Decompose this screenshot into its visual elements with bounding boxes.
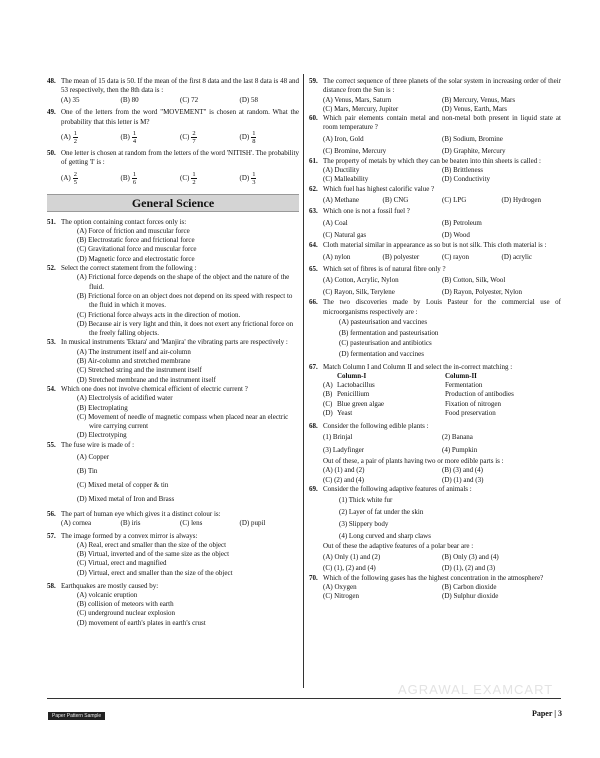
options-57 [47,541,299,578]
option-d[interactable]: (D) (1) and (3) [442,475,484,484]
option-d[interactable]: (D) Virtual, erect and smaller than the size of the object [77,568,233,577]
row-col1: Lactobacillus [337,381,375,390]
list-item: (1) Brinjal [323,433,353,442]
option-c[interactable]: (C) Mars, Mercury, Jupiter [323,104,399,113]
question-number: 54. [47,384,56,393]
option-d[interactable]: (D) Mixed metal of Iron and Brass [77,495,175,503]
option-c[interactable]: (C) $\frac{2}{7}$ [180,129,196,145]
options-55 [47,450,299,506]
option-d[interactable]: (D) Sulphur dioxide [442,592,499,601]
options-70 [309,583,561,602]
section-heading: General Science [47,194,299,212]
option-c[interactable]: (C) Movement of needle of magnetic compass when placed near an electric wire carrying current [77,412,289,431]
question-number: 58. [47,581,56,590]
options-64 [309,253,561,262]
option-a[interactable]: (A) cornea [61,518,92,527]
row-label[interactable]: (A) [323,381,333,390]
list-item: (3) Slippery body [339,520,389,529]
option-d[interactable]: (D) Wood [442,230,470,239]
question-number: 57. [47,531,56,540]
question-text: The two discoveries made by Louis Pasteur for the commercial use of microorganisms respectively are : [323,298,561,316]
option-c[interactable]: (C) $\frac{1}{2}$ [180,170,196,186]
option-b[interactable]: (B) Electrostatic force and frictional force [77,236,195,245]
option-c[interactable]: (C) lens [180,518,203,527]
row-col2: Production of antibodies [445,390,514,399]
option-b[interactable]: (B) CNG [382,195,409,204]
option-b[interactable]: (B) Electroplating [77,403,128,412]
row-col1: Yeast [337,409,353,418]
option-c[interactable]: (C) (1), (2) and (4) [323,563,376,572]
options-69 [309,552,561,574]
options-52 [47,273,299,338]
question-text: The correct sequence of three planets of the solar system in increasing order of their distance from the Sun is : [323,77,561,95]
question-66 [309,298,561,317]
question-70 [309,574,561,583]
question-text: The part of human eye which gives it a distinct colour is: [61,509,221,518]
option-c[interactable]: (C) underground nuclear explosion [77,609,176,618]
row-col1: Penicillium [337,390,370,399]
options-65 [309,274,561,298]
option-a[interactable]: (A) nylon [323,252,351,261]
options-56 [47,519,299,528]
option-a[interactable]: (A) Frictional force depends on the shape of the object and the nature of the fluid. [77,273,290,291]
question-number: 50. [47,148,56,157]
option-b[interactable]: (B) Tin [77,467,98,475]
option-c[interactable]: (C) Natural gas [323,230,367,239]
option-c[interactable]: (C) Mixed metal of copper & tin [77,481,169,489]
options-61 [309,166,561,185]
column-1-header: Column-I [337,371,367,380]
question-number: 49. [47,108,56,117]
page-number: Paper | 3 [531,709,562,718]
row-col2: Fermentation [445,381,483,390]
option-d[interactable]: (D) 58 [239,95,258,104]
option-a[interactable]: (A) Only (1) and (2) [323,552,381,561]
option-b[interactable]: (B) Petroleum [442,218,482,227]
option-d[interactable]: (D) Magnetic force and electrostatic force [77,254,195,263]
question-text: Which set of fibres is of natural fibre only ? [323,265,446,274]
question-number: 62. [309,184,318,193]
question-number: 51. [47,217,56,226]
option-c[interactable]: (C) Virtual, erect and magnified [77,559,167,568]
question-text: Earthquakes are mostly caused by: [61,581,159,590]
option-c[interactable]: (C) 72 [180,95,199,104]
question-number: 68. [309,421,318,430]
option-a[interactable]: (A) Force of friction and muscular force [77,226,190,235]
question-text: Select the correct statement from the following : [61,264,197,273]
options-49 [47,130,299,145]
question-text: One letter is chosen at random from the letters of the word 'NITISH'. The probability of getting 'I' is : [61,148,299,167]
row-label[interactable]: (C) [323,399,333,408]
option-a[interactable]: (A) Oxygen [323,582,357,591]
options-58 [47,591,299,628]
option-d[interactable]: (D) Conductivity [442,175,491,184]
list-item: (3) Ladyfinger [323,446,365,455]
option-d[interactable]: (D) movement of earth's plates in earth's crust [77,618,206,627]
option-a[interactable]: (A) $\frac{1}{2}$ [61,129,77,145]
option-a[interactable]: (A) Copper [77,453,110,461]
question-number: 59. [309,77,318,85]
list-item: (1) Thick white fur [339,496,393,505]
question-number: 66. [309,298,318,307]
option-b[interactable]: (B) polyester [382,252,420,261]
option-a[interactable]: (A) Venus, Mars, Saturn [323,95,392,104]
option-a[interactable]: (A) pasteurisation and vaccines [339,318,428,327]
option-a[interactable]: (A) Ductility [323,166,360,175]
question-number: 48. [47,77,56,85]
option-c[interactable]: (C) LPG [442,195,467,204]
options-66 [309,317,561,359]
question-text: Which one is not a fossil fuel ? [323,207,410,216]
question-48 [47,77,299,96]
question-60 [309,114,561,133]
items-68 [309,431,561,457]
row-col2: Fixation of nitrogen [445,399,501,408]
option-d[interactable]: (D) Rayon, Polyester, Nylon [442,288,523,297]
row-col1: Blue green algae [337,399,385,408]
column-divider [303,74,304,688]
question-number: 60. [309,114,318,123]
options-54 [47,394,299,440]
option-c[interactable]: (C) pasteurisation and antibiotics [339,339,432,348]
question-50 [47,149,299,168]
question-text: The option containing contact forces only is: [61,217,187,226]
option-a[interactable]: (A) Coal [323,218,348,227]
option-c[interactable]: (C) (2) and (4) [323,475,365,484]
sub-question: Out of these, a pair of plants having two or more edible parts is : [323,457,504,466]
question-text: The image formed by a convex mirror is always: [61,531,198,540]
option-b[interactable]: (B) Air-column and stretched membrane [77,357,191,366]
option-b[interactable]: (B) fermentation and pasteurisation [339,328,439,337]
question-text: The fuse wire is made of : [61,440,135,449]
option-b[interactable]: (B) Brittleness [442,166,484,175]
option-a[interactable]: (A) Real, erect and smaller than the size of the object [77,540,227,549]
option-c[interactable]: (C) Malleability [323,175,369,184]
question-51 [47,218,299,227]
option-b[interactable]: (B) $\frac{1}{6}$ [120,170,137,186]
option-a[interactable]: (A) $\frac{2}{5}$ [61,170,77,186]
option-d[interactable]: (D) Stretched membrane and the instrument itself [77,375,216,384]
question-number: 55. [47,440,56,449]
option-a[interactable]: (A) The instrument itself and air-column [77,347,191,356]
items-69 [309,494,561,542]
option-b[interactable]: (B) Cotton, Silk, Wool [442,276,506,285]
option-b[interactable]: (B) 80 [120,95,139,104]
option-c[interactable]: (C) Rayon, Silk, Terylene [323,288,395,297]
list-item: (2) Banana [442,433,473,442]
question-55 [47,441,299,450]
sub-question: Out of these the adaptive features of a polar bear are : [323,542,474,551]
question-61 [309,157,561,166]
option-d[interactable]: (D) Venus, Earth, Mars [442,104,507,113]
right-column [309,77,561,602]
watermark: AGRAWAL EXAMCART [398,682,554,697]
options-50 [47,171,299,186]
option-d[interactable]: (D) acrylic [501,252,533,261]
question-59 [309,77,561,96]
option-b[interactable]: (B) Only (3) and (4) [442,552,499,561]
question-53 [47,338,299,347]
options-63 [309,217,561,241]
list-item: (4) Long curved and sharp claws [339,532,431,541]
option-b[interactable]: (B) iris [120,518,141,527]
options-60 [309,133,561,157]
question-text: Which pair elements contain metal and non-metal both present in liquid state at room temperature ? [323,114,561,132]
option-d[interactable]: (D) $\frac{1}{8}$ [239,129,256,145]
question-text: Match Column I and Column II and select the in-correct matching : [323,362,513,371]
question-number: 65. [309,265,318,274]
option-a[interactable]: (A) Iron, Gold [323,134,364,143]
question-57 [47,532,299,541]
option-c[interactable]: (C) Nitrogen [323,592,359,601]
option-a[interactable]: (A) Methane [323,195,359,204]
option-c[interactable]: (C) Bromine, Mercury [323,146,387,155]
option-b[interactable]: (B) Virtual, inverted and of the same size as the object [77,550,230,559]
option-a[interactable]: (A) 35 [61,95,80,104]
question-text: One of the letters from the word "MOVEMENT" is chosen at random. What the probability that this letter is M? [61,108,299,126]
option-d[interactable]: (D) Graphite, Mercury [442,146,506,155]
option-c[interactable]: (C) Gravitational force and muscular force [77,245,197,254]
list-item: (4) Pumpkin [442,446,478,455]
option-d[interactable]: (D) Hydrogen [501,195,541,204]
question-54 [47,385,299,394]
list-item: (2) Layer of fat under the skin [339,508,424,517]
question-text: Which fuel has highest calorific value ? [323,184,435,193]
row-label[interactable]: (D) [323,409,333,418]
options-48 [47,96,299,105]
row-label[interactable]: (B) [323,390,333,399]
options-68 [309,466,561,485]
option-b[interactable]: (B) collision of meteors with earth [77,600,174,609]
question-number: 61. [309,156,318,165]
question-number: 70. [309,573,318,582]
row-col2: Food preservation [445,409,496,418]
question-number: 64. [309,240,318,249]
option-a[interactable]: (A) volcanic eruption [77,590,138,599]
option-b[interactable]: (B) Carbon dioxide [442,582,497,591]
question-number: 52. [47,264,56,273]
option-d[interactable]: (D) fermentation and vaccines [339,349,424,358]
column-2-header: Column-II [445,371,477,380]
question-56 [47,510,299,519]
footer-badge: Paper Pattern Sample [48,712,105,720]
question-49 [47,108,299,127]
match-table [309,372,561,418]
question-65 [309,265,561,274]
question-number: 63. [309,207,318,216]
option-d[interactable]: (D) Electrotyping [77,431,127,440]
option-a[interactable]: (A) Electrolysis of acidified water [77,394,173,403]
question-number: 67. [309,362,318,371]
question-58 [47,582,299,591]
question-number: 56. [47,509,56,518]
question-number: 69. [309,485,318,494]
option-a[interactable]: (A) Cotton, Acrylic, Nylon [323,276,399,285]
option-c[interactable]: (C) rayon [442,252,470,261]
question-text: Consider the following adaptive features of animals : [323,485,472,494]
question-67 [309,363,561,372]
option-b[interactable]: (B) $\frac{1}{4}$ [120,129,137,145]
question-64 [309,241,561,250]
question-text: Cloth material similar in appearance as so but is not silk. This cloth material is : [323,240,547,249]
option-b[interactable]: (B) Sodium, Bromine [442,134,503,143]
option-b[interactable]: (B) Mercury, Venus, Mars [442,95,516,104]
question-text: In musical instruments 'Ektara' and 'Manjira' the vibrating parts are respectively : [61,338,288,347]
footer-rule [47,698,561,699]
question-text: Which of the following gases has the highest concentration in the atmosphere? [323,573,544,582]
question-number: 53. [47,338,56,347]
option-d[interactable]: (D) Because air is very light and thin, it does not exert any frictional force on the freely falling objects. [77,319,294,338]
question-text: The mean of 15 data is 50. If the mean of the first 8 data and the last 8 data is 48 and 53 respectively, then the 8th data is : [61,77,299,95]
option-b[interactable]: (B) Frictional force on an object does not depend on its speed with respect to the fluid in which it moves. [77,291,293,310]
option-c[interactable]: (C) Frictional force always acts in the direction of motion. [77,310,241,319]
options-59 [309,96,561,115]
options-53 [47,348,299,385]
question-62 [309,185,561,194]
question-69 [309,485,561,494]
option-d[interactable]: (D) (1), (2) and (3) [442,563,496,572]
question-text: Which one does not involve chemical efficient of electric current ? [61,384,248,393]
option-d[interactable]: (D) $\frac{1}{3}$ [239,170,256,186]
option-b[interactable]: (B) (3) and (4) [442,466,484,475]
question-68 [309,422,561,431]
option-a[interactable]: (A) (1) and (2) [323,466,365,475]
question-text: The property of metals by which they can be beaten into thin sheets is called : [323,156,541,165]
option-c[interactable]: (C) Stretched string and the instrument itself [77,366,202,375]
left-column [47,77,299,628]
options-62 [309,196,561,205]
option-d[interactable]: (D) pupil [239,518,266,527]
question-52 [47,264,299,273]
question-63 [309,207,561,216]
question-text: Consider the following edible plants : [323,421,429,430]
options-51 [47,227,299,264]
